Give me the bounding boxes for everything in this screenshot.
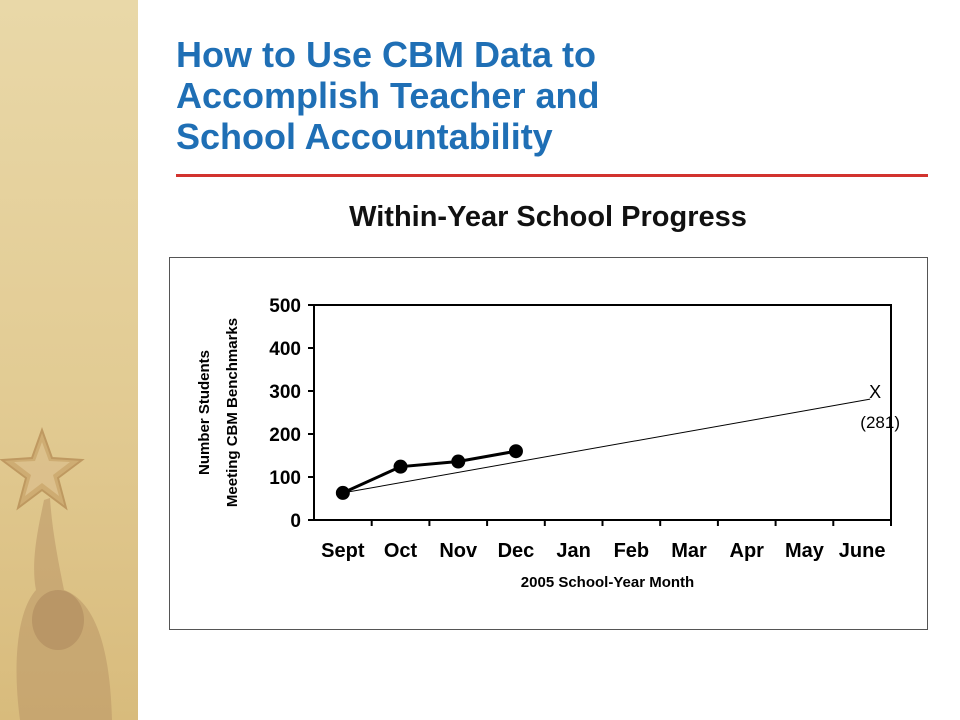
x-tick-label: Mar (671, 540, 707, 562)
y-tick-label: 500 (269, 296, 301, 317)
slide-title (176, 34, 876, 157)
title-line-2: Accomplish Teacher and (176, 75, 600, 116)
x-axis-label: 2005 School-Year Month (520, 574, 695, 591)
x-tick-label: May (784, 540, 824, 562)
chart-title: Within-Year School Progress (349, 201, 747, 233)
goal-marker: X (869, 382, 882, 403)
title-line-3: School Accountability (176, 116, 553, 157)
y-axis-label: Number Students (196, 349, 213, 476)
x-tick-label: Feb (613, 540, 650, 562)
y-tick-label: 100 (269, 468, 301, 489)
y-tick-label: 400 (269, 339, 301, 360)
data-point (336, 486, 350, 500)
data-point (394, 460, 408, 474)
y-tick-label: 300 (269, 382, 301, 403)
x-tick-label: Apr (729, 540, 764, 562)
sidebar-art (0, 0, 138, 720)
goal-label: (281) (860, 413, 900, 433)
y-tick-label: 200 (269, 425, 301, 446)
x-tick-label: Nov (439, 540, 478, 562)
title-underline-rule (176, 174, 928, 177)
line-chart (169, 257, 928, 630)
y-tick-label: 0 (290, 511, 301, 532)
plot-area (314, 305, 891, 520)
x-tick-label: Oct (383, 540, 418, 562)
y-axis-label: Meeting CBM Benchmarks (224, 317, 241, 508)
data-point (451, 455, 465, 469)
x-tick-label: Jan (556, 540, 591, 562)
data-point (509, 444, 523, 458)
x-tick-label: June (838, 540, 886, 562)
decorative-sidebar (0, 0, 138, 720)
goal-line (343, 399, 870, 493)
x-tick-label: Dec (497, 540, 535, 562)
series-line (343, 451, 516, 493)
title-line-1: How to Use CBM Data to (176, 34, 597, 75)
x-tick-label: Sept (321, 540, 365, 562)
